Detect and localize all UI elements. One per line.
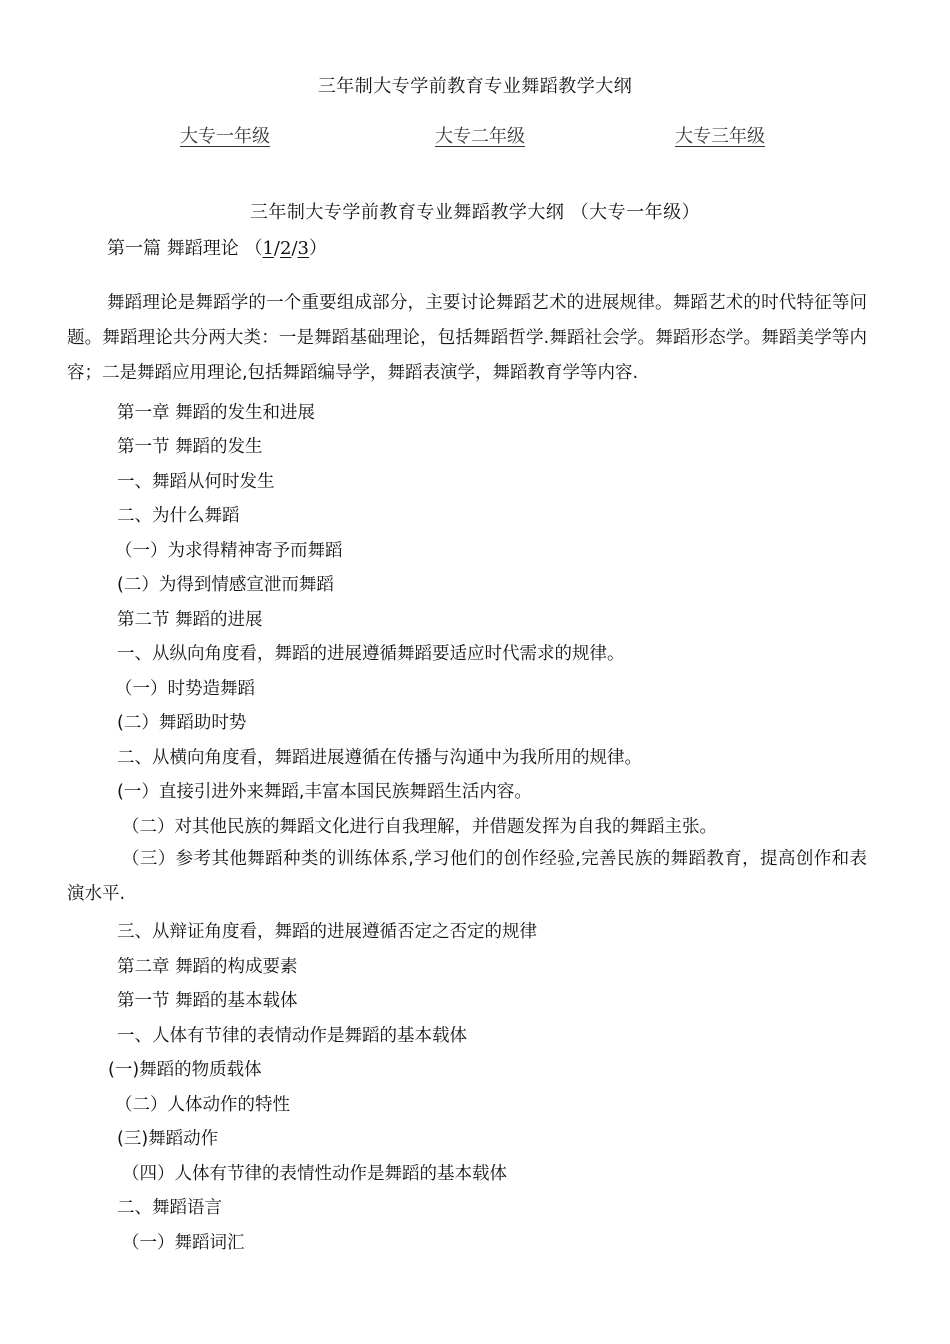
- outline-item: 二、为什么舞蹈: [117, 506, 240, 526]
- outline-item: 一、从纵向角度看，舞蹈的进展遵循舞蹈要适应时代需求的规律。: [117, 644, 625, 664]
- section-title: 三年制大专学前教育专业舞蹈教学大纲 （大专一年级）: [249, 202, 701, 223]
- outline-item: 一、舞蹈从何时发生: [117, 472, 275, 492]
- part-heading-number: 3: [297, 238, 309, 259]
- outline-subitem: （一）舞蹈词汇: [122, 1233, 245, 1253]
- outline-subitem: (二）舞蹈助时势: [117, 713, 247, 733]
- outline-item: 三、从辩证角度看，舞蹈的进展遵循否定之否定的规律: [117, 922, 537, 942]
- outline-subitem: (二）为得到情感宣泄而舞蹈: [117, 575, 334, 595]
- outline-subitem: (一）直接引进外来舞蹈,丰富本国民族舞蹈生活内容。: [117, 782, 532, 802]
- part-heading: [107, 234, 327, 260]
- link-year-2[interactable]: 大专二年级: [435, 126, 525, 147]
- part-heading-close: ）: [308, 238, 327, 259]
- section-heading: 第二节 舞蹈的进展: [117, 610, 263, 630]
- part-heading-number: 2: [280, 238, 292, 259]
- outline-subitem: (三)舞蹈动作: [117, 1129, 219, 1149]
- part-heading-separator: /: [291, 238, 298, 259]
- link-year-1[interactable]: 大专一年级: [180, 126, 270, 147]
- outline-subitem: （四）人体有节律的表情性动作是舞蹈的基本载体: [122, 1164, 507, 1184]
- chapter-heading: 第一章 舞蹈的发生和进展: [117, 403, 316, 423]
- outline-subitem: (一)舞蹈的物质载体: [108, 1060, 262, 1080]
- outline-subitem: （二）人体动作的特性: [115, 1095, 290, 1115]
- outline-subitem: （二）对其他民族的舞蹈文化进行自我理解，并借题发挥为自我的舞蹈主张。: [122, 817, 717, 837]
- outline-subitem: （一）时势造舞蹈: [115, 679, 255, 699]
- part-heading-label: 第一篇 舞蹈理论: [107, 238, 239, 259]
- outline-item: 一、人体有节律的表情动作是舞蹈的基本载体: [117, 1026, 467, 1046]
- section-heading: 第一节 舞蹈的发生: [117, 437, 263, 457]
- part-heading-number: 1: [262, 238, 274, 259]
- outline-item: 二、舞蹈语言: [117, 1198, 222, 1218]
- link-year-3[interactable]: 大专三年级: [675, 126, 765, 147]
- chapter-heading: 第二章 舞蹈的构成要素: [117, 957, 298, 977]
- section-heading: 第一节 舞蹈的基本载体: [117, 991, 298, 1011]
- outline-item: 二、从横向角度看，舞蹈进展遵循在传播与沟通中为我所用的规律。: [117, 748, 642, 768]
- intro-paragraph: 舞蹈理论是舞蹈学的一个重要组成部分，主要讨论舞蹈艺术的进展规律。舞蹈艺术的时代特征等问题。舞蹈理论共分两大类：一是舞蹈基础理论，包括舞蹈哲学.舞蹈社会学。舞蹈形态学。舞蹈美学等内容；二是舞蹈应用理论,包括舞蹈编导学，舞蹈表演学，舞蹈教育学等内容.: [67, 293, 867, 383]
- part-heading-separator: /: [273, 238, 280, 259]
- outline-subitem: （一）为求得精神寄予而舞蹈: [115, 541, 343, 561]
- part-heading-open: （: [244, 238, 263, 259]
- outline-subitem-paragraph: （三）参考其他舞蹈种类的训练体系,学习他们的创作经验,完善民族的舞蹈教育，提高创作和表演水平.: [67, 849, 867, 904]
- document-title: 三年制大专学前教育专业舞蹈教学大纲: [317, 76, 633, 97]
